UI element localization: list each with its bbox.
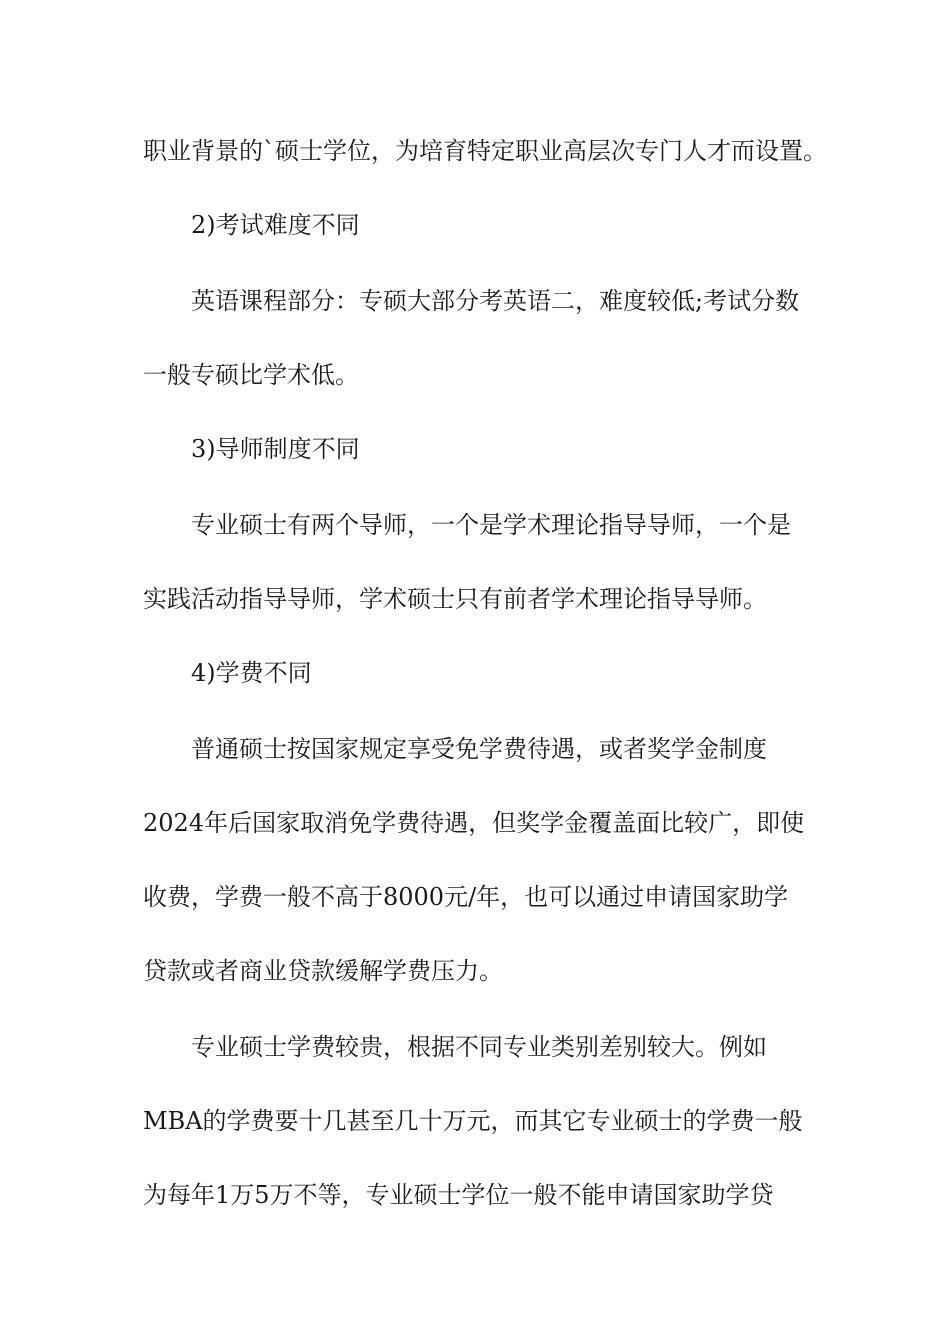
- section-heading-exam-difficulty: 2)考试难度不同: [191, 211, 360, 239]
- paragraph-line: 一般专硕比学术低。: [143, 361, 359, 389]
- paragraph-line: 专业硕士有两个导师，一个是学术理论指导导师，一个是: [191, 511, 791, 539]
- paragraph-line: MBA的学费要十几甚至几十万元，而其它专业硕士的学费一般: [143, 1107, 803, 1135]
- paragraph-line: 实践活动指导导师，学术硕士只有前者学术理论指导导师。: [143, 585, 767, 613]
- section-heading-tuition: 4)学费不同: [191, 659, 312, 687]
- paragraph-line: 收费，学费一般不高于8000元/年，也可以通过申请国家助学: [143, 883, 789, 911]
- paragraph-line: 职业背景的`硕士学位，为培育特定职业高层次专门人才而设置。: [143, 137, 827, 165]
- paragraph-line: 普通硕士按国家规定享受免学费待遇，或者奖学金制度: [191, 735, 767, 763]
- paragraph-line: 专业硕士学费较贵，根据不同专业类别差别较大。例如: [191, 1033, 767, 1061]
- paragraph-line: 为每年1万5万不等，专业硕士学位一般不能申请国家助学贷: [143, 1181, 774, 1209]
- paragraph-line: 英语课程部分：专硕大部分考英语二，难度较低;考试分数: [191, 287, 800, 315]
- section-heading-advisor-system: 3)导师制度不同: [191, 435, 360, 463]
- paragraph-line: 2024年后国家取消免学费待遇，但奖学金覆盖面比较广，即使: [143, 809, 805, 837]
- paragraph-line: 贷款或者商业贷款缓解学费压力。: [143, 957, 503, 985]
